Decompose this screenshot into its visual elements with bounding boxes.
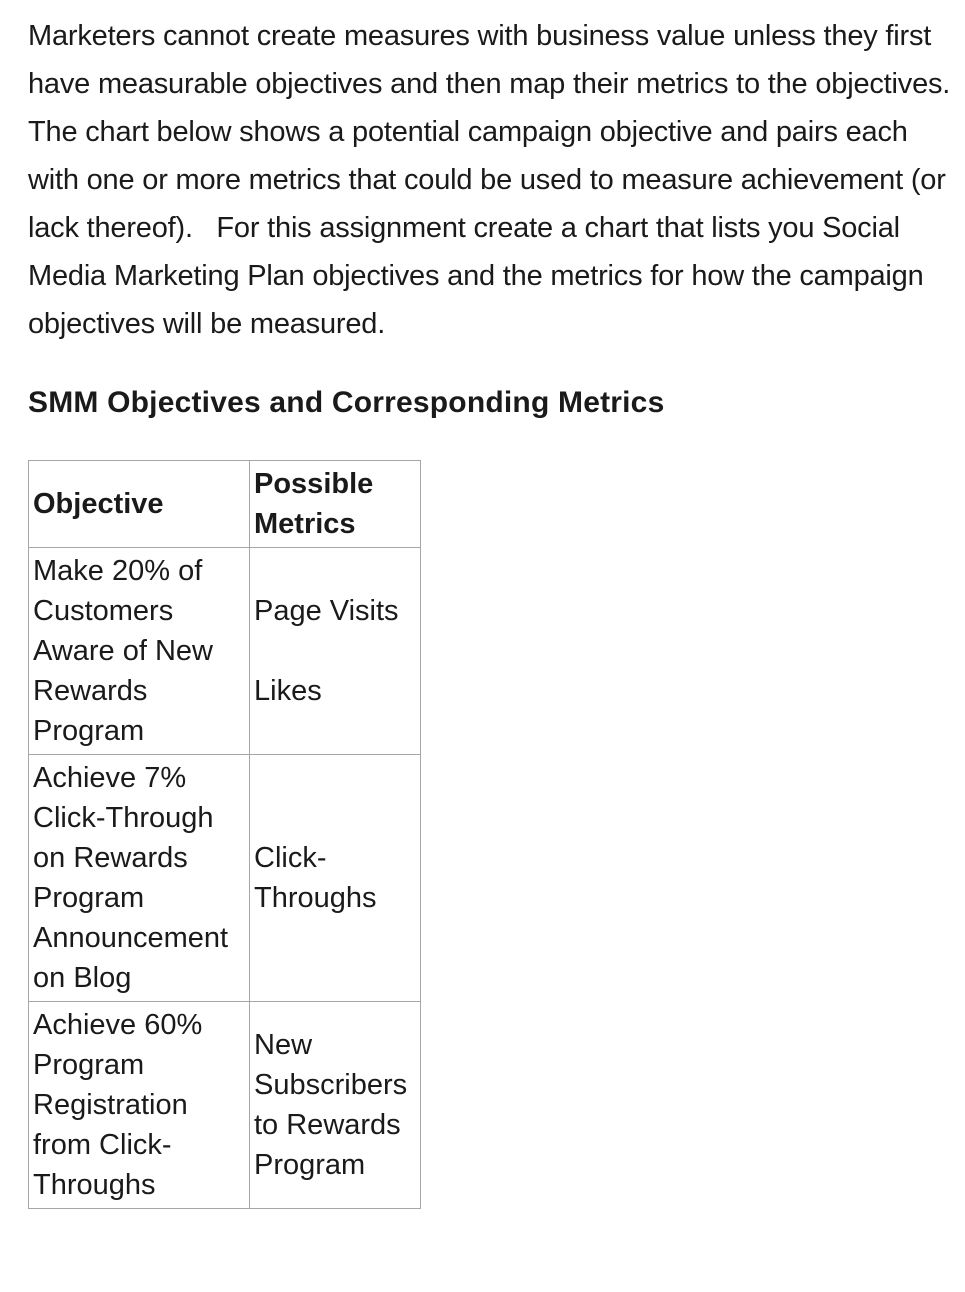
objectives-metrics-table (28, 460, 421, 1209)
metrics-cell (250, 755, 421, 1002)
table-row (29, 548, 421, 755)
metrics-cell (250, 548, 421, 755)
table-header-row (29, 461, 421, 548)
metrics-cell (250, 1002, 421, 1209)
header-possible-metrics: Possible Metrics (250, 461, 421, 548)
objective-cell: Achieve 7% Click-Through on Rewards Program Announcement on Blog (29, 755, 250, 1002)
header-objective: Objective (29, 461, 250, 548)
metric-item: Page Visits (254, 595, 399, 627)
table-row (29, 1002, 421, 1209)
metric-item: Click-Throughs (254, 842, 377, 914)
intro-paragraph: Marketers cannot create measures with business value unless they first have measurable objectives and then map their metrics to the objectives. The chart below shows a potential campaign objective and pairs each with one or more metrics that could be used to measure achievement (or lack thereof). For this assignment create a chart that lists you Social Media Marketing Plan objectives and the metrics for how the campaign objectives will be measured. (28, 20, 965, 340)
objective-cell: Make 20% of Customers Aware of New Rewards Program (29, 548, 250, 755)
metric-item: New Subscribers to Rewards Program (254, 1029, 408, 1181)
table-row (29, 755, 421, 1002)
metric-item: Likes (254, 675, 322, 707)
objective-cell: Achieve 60% Program Registration from Click-Throughs (29, 1002, 250, 1209)
section-heading: SMM Objectives and Corresponding Metrics (28, 386, 665, 419)
